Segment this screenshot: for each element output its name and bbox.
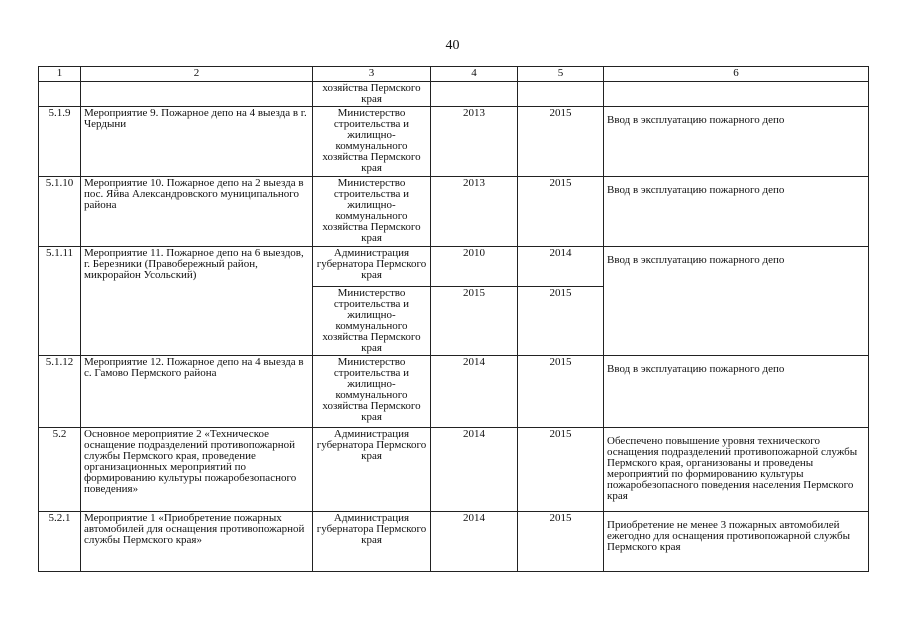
cell-num: 5.1.9 <box>39 107 81 177</box>
cell-executor: Администрация губернатора Пермского края <box>313 247 431 287</box>
table-row <box>39 107 869 177</box>
column-header: 3 <box>313 67 431 82</box>
cell-start: 2014 <box>431 428 518 512</box>
cell-end: 2015 <box>518 356 604 428</box>
cell-start: 2015 <box>431 287 518 356</box>
cell-end: 2015 <box>518 287 604 356</box>
cell-start: 2010 <box>431 247 518 287</box>
cell-end: 2015 <box>518 428 604 512</box>
program-table <box>38 66 869 572</box>
column-header: 4 <box>431 67 518 82</box>
cell-name: Мероприятие 10. Пожарное депо на 2 выезда в пос. Яйва Александровского муниципального района <box>81 177 313 247</box>
cell-num: 5.1.10 <box>39 177 81 247</box>
page-number: 40 <box>445 38 460 53</box>
cell-executor: Министерство строительства и жилищно-коммунального хозяйства Пермского края <box>313 107 431 177</box>
cell-num: 5.2.1 <box>39 512 81 572</box>
cell-name: Основное мероприятие 2 «Техническое оснащение подразделений противопожарной службы Пермского края, проведение организационных мероприятий по формированию культуры пожаробезопасного поведения» <box>81 428 313 512</box>
column-header: 1 <box>39 67 81 82</box>
table-row <box>39 247 869 287</box>
cell-result <box>604 82 869 107</box>
column-header: 5 <box>518 67 604 82</box>
continuation-row <box>39 82 869 107</box>
cell-num <box>39 82 81 107</box>
column-header: 6 <box>604 67 869 82</box>
cell-end: 2014 <box>518 247 604 287</box>
cell-num: 5.2 <box>39 428 81 512</box>
cell-num: 5.1.12 <box>39 356 81 428</box>
cell-end <box>518 82 604 107</box>
cell-start: 2014 <box>431 356 518 428</box>
cell-end: 2015 <box>518 177 604 247</box>
cell-executor: Министерство строительства и жилищно-коммунального хозяйства Пермского края <box>313 356 431 428</box>
cell-end: 2015 <box>518 107 604 177</box>
cell-name: Мероприятие 11. Пожарное депо на 6 выездов, г. Березники (Правобережный район, микрорайон Усольский) <box>81 247 313 356</box>
table-row <box>39 177 869 247</box>
cell-name: Мероприятие 1 «Приобретение пожарных автомобилей для оснащения противопожарной службы Пермского края» <box>81 512 313 572</box>
cell-result: Ввод в эксплуатацию пожарного депо <box>604 356 869 428</box>
cell-executor: Администрация губернатора Пермского края <box>313 512 431 572</box>
cell-result: Обеспечено повышение уровня технического оснащения подразделений противопожарной службы Пермского края, организованы и проведены мероприятий по формированию культуры пожаробезопасного поведения населения Пермского края <box>604 428 869 512</box>
cell-end: 2015 <box>518 512 604 572</box>
cell-name <box>81 82 313 107</box>
cell-result: Ввод в эксплуатацию пожарного депо <box>604 177 869 247</box>
table-header-row <box>39 67 869 82</box>
table-body <box>39 67 869 572</box>
cell-result: Ввод в эксплуатацию пожарного депо <box>604 247 869 356</box>
cell-name: Мероприятие 12. Пожарное депо на 4 выезда в с. Гамово Пермского района <box>81 356 313 428</box>
cell-start: 2013 <box>431 177 518 247</box>
cell-executor: хозяйства Пермского края <box>313 82 431 107</box>
cell-start: 2013 <box>431 107 518 177</box>
cell-name: Мероприятие 9. Пожарное депо на 4 выезда в г. Чердыни <box>81 107 313 177</box>
cell-num: 5.1.11 <box>39 247 81 356</box>
cell-executor: Министерство строительства и жилищно-коммунального хозяйства Пермского края <box>313 177 431 247</box>
cell-start: 2014 <box>431 512 518 572</box>
cell-result: Ввод в эксплуатацию пожарного депо <box>604 107 869 177</box>
table-row <box>39 428 869 512</box>
cell-executor: Министерство строительства и жилищно-коммунального хозяйства Пермского края <box>313 287 431 356</box>
table-row <box>39 356 869 428</box>
cell-executor: Администрация губернатора Пермского края <box>313 428 431 512</box>
table-row <box>39 512 869 572</box>
cell-result: Приобретение не менее 3 пожарных автомобилей ежегодно для оснащения противопожарной службы Пермского края <box>604 512 869 572</box>
column-header: 2 <box>81 67 313 82</box>
cell-start <box>431 82 518 107</box>
